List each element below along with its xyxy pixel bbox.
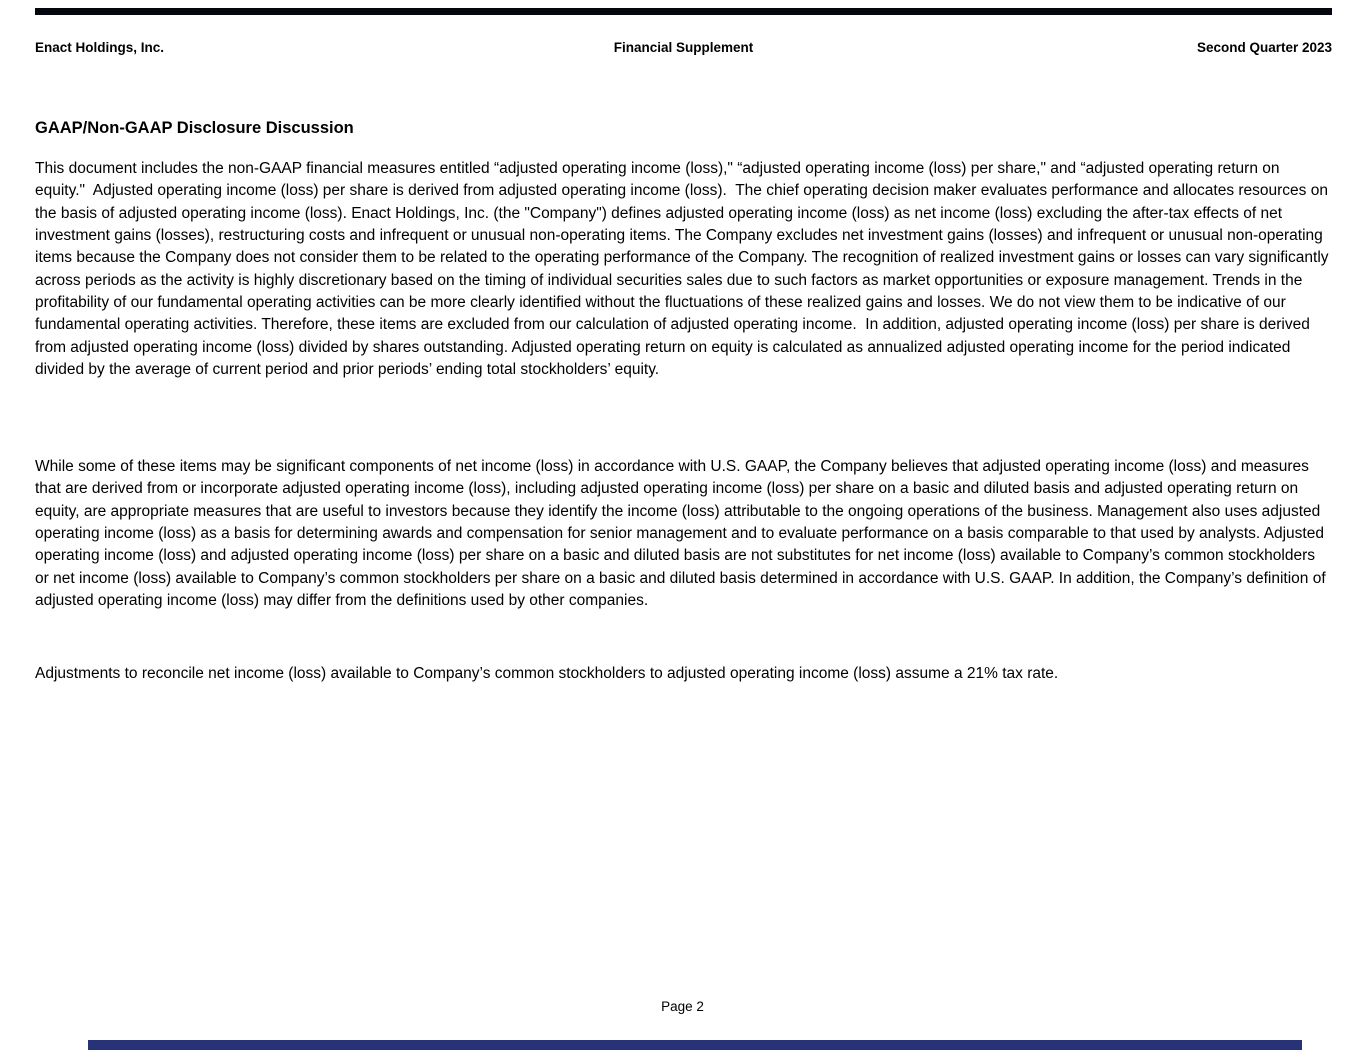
period-label: Second Quarter 2023 [1196,40,1332,55]
paragraph-non-gaap-definition: This document includes the non-GAAP financial measures entitled “adjusted operating income (loss)," “adjusted operating income (loss) per share," and “adjusted operating return on equity." Adjusted operating income (loss) per share is derived from adjusted operating income (loss). The chief operating decision maker evaluates performance and allocates resources on the basis of adjusted operating income (loss). Enact Holdings, Inc. (the "Company") defines adjusted operating income (loss) as net income (loss) excluding the after-tax effects of net investment gains (losses), restructuring costs and infrequent or unusual non-operating items. The Company excludes net investment gains (losses) and infrequent or unusual non-operating items because the Company does not consider them to be related to the operating performance of the Company. The recognition of realized investment gains or losses can vary significantly across periods as the activity is highly discretionary based on the timing of individual securities sales due to such factors as market opportunities or exposure management. Trends in the profitability of our fundamental operating activities can be more clearly identified without the fluctuations of these realized gains and losses. We do not view them to be indicative of our fundamental operating activities. Therefore, these items are excluded from our calculation of adjusted operating income. In addition, adjusted operating income (loss) per share is derived from adjusted operating income (loss) divided by shares outstanding. Adjusted operating return on equity is calculated as annualized adjusted operating income for the period indicated divided by the average of current period and prior periods’ ending total stockholders’ equity. [35,160,1333,379]
page-number: Page 2 [661,999,704,1014]
document-title: Financial Supplement [613,40,754,55]
paragraph-investor-usefulness: While some of these items may be significant components of net income (loss) in accordance with U.S. GAAP, the Company believes that adjusted operating income (loss) and measures that are derived from or incorporate adjusted operating income (loss), including adjusted operating income (loss) per share on a basic and diluted basis and adjusted operating return on equity, are appropriate measures that are useful to investors because they identify the income (loss) attributable to the ongoing operations of the business. Management also uses adjusted operating income (loss) as a basis for determining awards and compensation for senior management and to evaluate performance on a basis comparable to that used by analysts. Adjusted operating income (loss) and adjusted operating income (loss) per share on a basic and diluted basis are not substitutes for net income (loss) available to Company’s common stockholders or net income (loss) available to Company’s common stockholders per share on a basic and diluted basis determined in accordance with U.S. GAAP. In addition, the Company’s definition of adjusted operating income (loss) may differ from the definitions used by other companies. [35,458,1330,610]
page-header [35,40,1332,56]
header-rule [35,8,1332,15]
page-footer [0,999,1365,1014]
company-name: Enact Holdings, Inc. [35,40,165,55]
footer-rule [88,1040,1302,1050]
section-title: GAAP/Non-GAAP Disclosure Discussion [35,119,354,137]
paragraph-tax-rate-note: Adjustments to reconcile net income (loss) available to Company’s common stockholders to adjusted operating income (loss) assume a 21% tax rate. [35,665,1059,682]
